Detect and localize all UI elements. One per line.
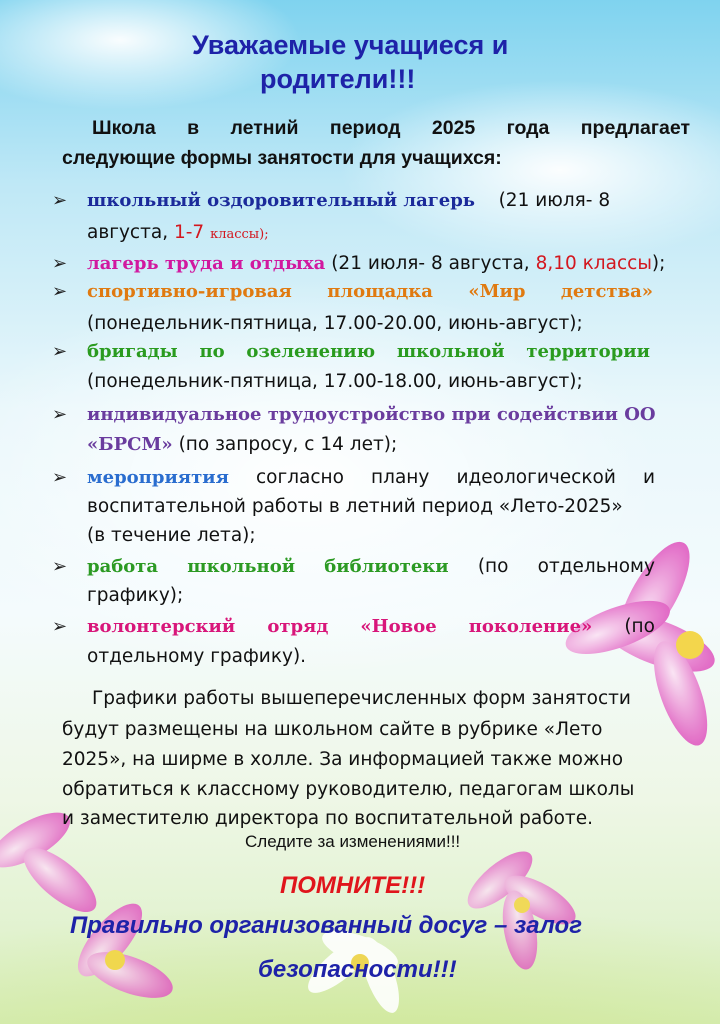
item-classes: 8,10 классы — [535, 253, 652, 274]
arrow-bullet-icon: ➢ — [52, 281, 68, 302]
list-item-line — [87, 222, 667, 243]
item-text: отдельному графику). — [87, 646, 307, 667]
arrow-bullet-icon: ➢ — [52, 404, 68, 425]
arrow-bullet-icon: ➢ — [52, 616, 68, 637]
list-item-line — [87, 253, 697, 274]
intro-word: летний — [230, 117, 299, 139]
paragraph-line: 2025», на ширме в холле. За информацией также можно — [62, 749, 624, 770]
item-highlight: лагерь труда и отдыха — [87, 253, 326, 274]
item-text: (в течение лета); — [87, 525, 256, 546]
item-highlight-word: «Мир — [468, 281, 526, 302]
title-line-2: родители!!! — [260, 64, 416, 94]
item-highlight-word: работа — [87, 556, 159, 577]
item-text: (понедельник-пятница, 17.00-18.00, июнь-август); — [87, 371, 583, 392]
item-highlight-word: по — [199, 341, 225, 362]
item-highlight-word: озеленению — [246, 341, 376, 362]
arrow-bullet-icon: ➢ — [52, 341, 68, 362]
list-item-line — [87, 281, 653, 302]
item-highlight-word: спортивно-игровая — [87, 281, 292, 302]
paragraph-line: обратиться к классному руководителю, педагогам школы — [62, 779, 635, 800]
arrow-bullet-icon: ➢ — [52, 556, 68, 577]
slogan-line-2: безопасности!!! — [258, 956, 457, 983]
arrow-bullet-icon: ➢ — [52, 253, 68, 274]
list-item-line — [87, 190, 667, 211]
list-item-line — [87, 467, 655, 488]
item-highlight-word: школьной — [396, 341, 505, 362]
remember-heading: ПОМНИТЕ!!! — [280, 872, 426, 899]
item-highlight: школьный оздоровительный лагерь — [87, 190, 476, 211]
intro-word: в — [187, 117, 200, 139]
item-highlight-word: «Новое — [360, 616, 437, 637]
item-word: отдельному — [537, 556, 655, 577]
item-text: (по запросу, с 14 лет); — [178, 434, 398, 455]
item-highlight-word: площадка — [327, 281, 433, 302]
item-word: (по — [477, 556, 509, 577]
item-text: (21 июля- 8 августа, — [331, 253, 530, 274]
item-text: (понедельник-пятница, 17.00-20.00, июнь-август); — [87, 313, 583, 334]
item-word: и — [642, 467, 655, 488]
intro-word: Школа — [92, 117, 156, 139]
list-item-line — [87, 341, 650, 362]
item-word: согласно — [255, 467, 344, 488]
paragraph-line: и заместителю директора по воспитательной работе. — [62, 808, 593, 829]
intro-line-2: следующие формы занятости для учащихся: — [62, 147, 502, 169]
item-highlight-word: отряд — [267, 616, 329, 637]
follow-updates: Следите за изменениями!!! — [245, 832, 461, 851]
item-classes: 1-7 — [173, 222, 205, 243]
item-highlight-word: поколение» — [468, 616, 593, 637]
list-item-line — [87, 434, 667, 455]
item-text-end: ); — [651, 253, 666, 274]
item-highlight-word: волонтерский — [87, 616, 236, 637]
list-item-line — [87, 616, 655, 637]
item-highlight-word: бригады — [87, 341, 178, 362]
item-highlight: мероприятия — [87, 467, 229, 488]
intro-word: 2025 — [431, 117, 476, 139]
slogan-line-1: Правильно организованный досуг – залог — [70, 912, 583, 939]
item-text: (21 июля- 8 — [498, 190, 611, 211]
arrow-bullet-icon: ➢ — [52, 467, 68, 488]
item-highlight-word: территории — [526, 341, 650, 362]
title-line-1: Уважаемые учащиеся и — [192, 30, 509, 60]
item-text: воспитательной работы в летний период «Лето-2025» — [87, 496, 623, 517]
intro-line-1 — [92, 117, 690, 140]
intro-word: года — [506, 117, 550, 139]
item-classes-small: классы); — [210, 227, 269, 242]
item-highlight-word: детства» — [560, 281, 653, 302]
paragraph-line: Графики работы вышеперечисленных форм занятости — [92, 688, 631, 709]
item-text: августа, — [87, 222, 169, 243]
item-text: графику); — [87, 585, 184, 606]
item-highlight-word: школьной — [187, 556, 296, 577]
intro-word: период — [329, 117, 401, 139]
item-word: идеологической — [456, 467, 616, 488]
arrow-bullet-icon: ➢ — [52, 190, 68, 211]
list-item-line — [87, 556, 655, 577]
paragraph-line: будут размещены на школьном сайте в рубрике «Лето — [62, 719, 603, 740]
item-highlight: индивидуальное трудоустройство при содействии ОО — [87, 404, 656, 425]
item-highlight-word: библиотеки — [324, 556, 449, 577]
item-word: плану — [371, 467, 430, 488]
intro-word: предлагает — [580, 117, 690, 139]
item-word: (по — [624, 616, 655, 637]
item-highlight: «БРСМ» — [87, 434, 173, 455]
